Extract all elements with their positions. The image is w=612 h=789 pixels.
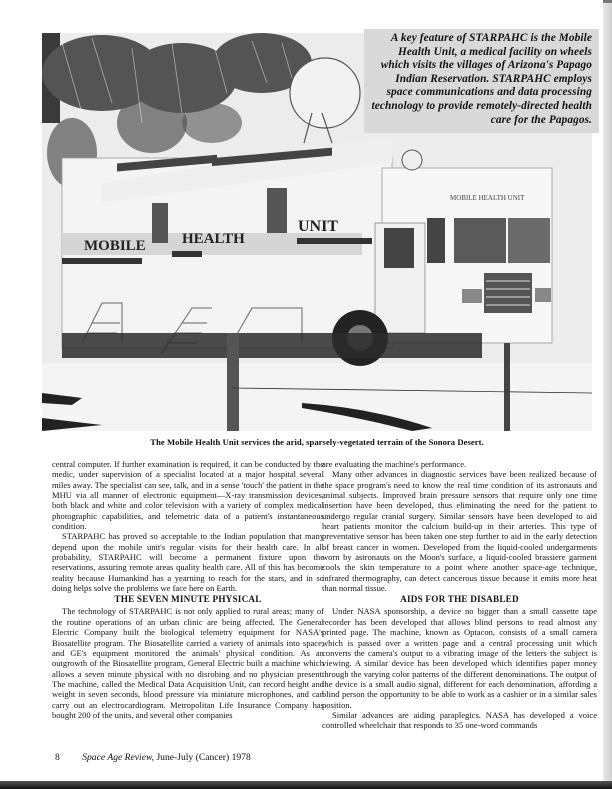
paragraph: The technology of STARPAHC is not only applied to rural areas; many of the routine operations of an urban clinic are being affected. The General Electric Company built the biological telemetry equipment for NASA's Biosatellite program. The Biosatellite carried a variety of animals into space, and GE's equipment monitored the animals' physical condition. As an outgrowth of the Biosatellite program, General Electric built a machine which allows a seven minute physical with no disrobing and no physician present. The machine, called the Medical Data Acquisition Unit, can record height and weight in seven seconds, blood pressure via miniature microphones, and can carry out an electrocardiogram. Metropolitan Life Insurance Company has bought 200 of the units, and several other companies	[52, 606, 324, 720]
paragraph: are evaluating the machine's performance.	[322, 459, 467, 469]
article-right-column	[322, 459, 597, 731]
paragraph: Many other advances in diagnostic services have been realized because of the space program's need to know the real time condition of its astronauts and animal subjects. Improved brain pressure sensors that require only one time insertion have been developed, thus eliminating the need for the patient to undergo regular cranial surgery. Similar sensors have been developed to aid heart patients monitor the calcium build-up in their arteries. This type of preventative sensor has been taken one step further to aid in the early detection of breast cancer in women. Developed from the liquid-cooled undergarments worn by astronauts on the Moon's surface, a liquid-cooled brassiere garment cools the skin temperature to a point where another space-age technique, infrared thermography, can detect cancerous tissue because it emits more heat than normal tissue.	[322, 469, 597, 594]
page-edge-shadow-bottom	[0, 781, 612, 789]
page-footer	[55, 752, 251, 763]
photo-caption: The Mobile Health Unit services the arid, sparsely-vegetated terrain of the Sonora Desert.	[150, 437, 484, 447]
truck-lettering-mobile: MOBILE	[84, 238, 146, 254]
paragraph: STARPAHC has proved so acceptable to the Indian population that many depend upon the mobile unit's regular visits for their health care. In all probability, STARPAHC will become a permanent fixture upon the reservations, assuring remote areas quality health care. All of this has become reality because Humankind has a yearning to reach for the stars, and in so doing helps solve the problems we face here on Earth.	[52, 531, 324, 594]
article-left-column	[52, 459, 324, 720]
page-edge-shadow-right	[603, 0, 612, 789]
section-heading: THE SEVEN MINUTE PHYSICAL	[114, 594, 262, 605]
truck-lettering-unit: UNIT	[298, 218, 339, 235]
section-heading: AIDS FOR THE DISABLED	[400, 594, 519, 605]
paragraph: Similar advances are aiding paraplegics. NASA has developed a voice controlled wheelchair that responds to 35 one-word commands	[322, 709, 597, 731]
photo-overlay-caption: A key feature of STARPAHC is the Mobile Health Unit, a medical facility on wheels which visits the villages of Arizona's Papago Indian Reservation. STARPAHC employs space communications and data processing technology to provide remotely-directed health care for the Papagos.	[371, 32, 592, 126]
truck-front-lettering: MOBILE HEALTH UNIT	[450, 194, 525, 202]
paragraph: Under NASA sponsorship, a device no bigger than a small cassette tape recorder has been developed that allows blind persons to read almost any printed page. The machine, known as Optacon, consists of a small camera which is passed over a written page and a central processing unit which converts the camera's output to a vibrating image of the letters the subject is viewing. A similar device has been developed which identifies paper money through the varying color patterns of the different denominations. The output of the device is a small audio signal, different for each denomination, affording a blind person the opportunity to be able to work as a cashier or in a similar sales position.	[322, 606, 597, 710]
truck-lettering-health: HEALTH	[182, 231, 245, 247]
issue-date: June-July (Cancer) 1978	[156, 752, 251, 763]
paragraph: central computer. If further examination is required, it can be conducted by the medic, under supervision of a specialist located at a major hospital several miles away. The specialist can see, talk, and in a sense 'touch' the patient in the MHU via all manner of electronic equipment—X-ray transmission devices, both black and white and color television with a variety of complex medical photographic capabilities, and telemetric data of a patient's instantaneous condition.	[52, 459, 324, 532]
page-number: 8	[55, 752, 60, 763]
publication-title: Space Age Review,	[82, 752, 155, 763]
